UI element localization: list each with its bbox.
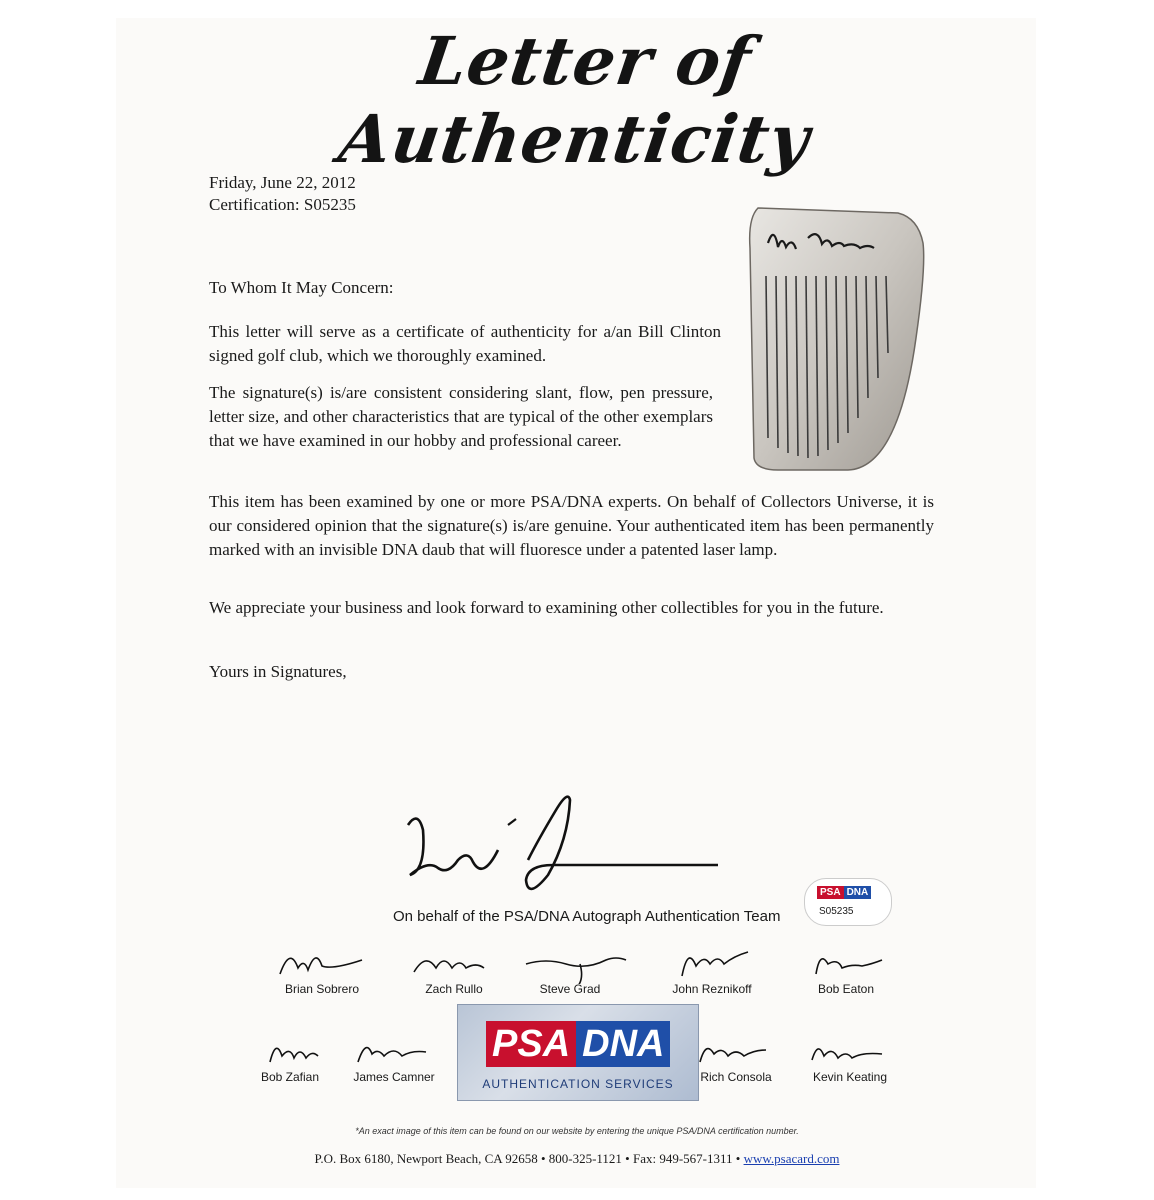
authenticator-name: Zach Rullo bbox=[425, 982, 483, 996]
paragraph-2: The signature(s) is/are consistent considering slant, flow, pen pressure, letter size, and other characteristics that are typical of the other exemplars that we have examined in our hobby and professional career. bbox=[209, 383, 713, 450]
sticker-psa-text: PSA bbox=[817, 886, 844, 899]
authenticator-signature bbox=[272, 944, 372, 984]
authenticator-signature bbox=[796, 944, 896, 984]
main-signature bbox=[388, 780, 728, 920]
psa-dna-sticker bbox=[804, 878, 892, 926]
authenticator-3 bbox=[510, 944, 630, 1004]
footer-address bbox=[0, 1151, 1154, 1167]
paragraph-4: We appreciate your business and look forward to examining other collectibles for you in the future. bbox=[209, 598, 884, 617]
team-line: On behalf of the PSA/DNA Autograph Authentication Team bbox=[393, 908, 781, 925]
authenticator-9 bbox=[790, 1032, 910, 1092]
badge-logo bbox=[486, 1021, 670, 1067]
badge-psa-text: PSA bbox=[486, 1021, 576, 1067]
sticker-number: S05235 bbox=[819, 906, 854, 917]
footer-contact: P.O. Box 6180, Newport Beach, CA 92658 • 800-325-1121 • Fax: 949-567-1311 • bbox=[314, 1151, 744, 1166]
footnote: *An exact image of this item can be found on our website by entering the unique PSA/DNA certification number. bbox=[355, 1126, 799, 1136]
paragraph-3: This item has been examined by one or more PSA/DNA experts. On behalf of Collectors Universe, it is our considered opinion that the signature(s) is/are genuine. Your authenticated item has been permanently marked with an invisible DNA daub that will fluoresce under a patented laser lamp. bbox=[209, 492, 934, 559]
authenticator-1 bbox=[262, 944, 382, 1004]
authenticator-4 bbox=[652, 944, 772, 1004]
sticker-logo bbox=[817, 886, 871, 899]
letter-date: Friday, June 22, 2012 bbox=[209, 173, 356, 192]
badge-subtitle: AUTHENTICATION SERVICES bbox=[482, 1077, 674, 1091]
authenticator-name: Brian Sobrero bbox=[284, 982, 360, 996]
authenticator-signature bbox=[240, 1032, 340, 1072]
authenticator-2 bbox=[394, 944, 514, 1004]
authenticator-name: Kevin Keating bbox=[812, 1070, 888, 1084]
authenticator-name: Bob Zafian bbox=[260, 1070, 320, 1084]
authenticator-6 bbox=[230, 1032, 350, 1092]
letter-meta bbox=[209, 172, 356, 216]
authenticator-name: John Reznikoff bbox=[672, 982, 752, 996]
authenticator-7 bbox=[334, 1032, 454, 1092]
paragraph-1: This letter will serve as a certificate of authenticity for a/an Bill Clinton signed golf club, which we thoroughly examined. bbox=[209, 322, 721, 365]
authenticator-signature bbox=[404, 944, 504, 984]
authenticator-name: Bob Eaton bbox=[817, 982, 875, 996]
authenticator-name: Rich Consola bbox=[700, 1070, 772, 1084]
golf-club-photo bbox=[728, 188, 928, 478]
badge-dna-text: DNA bbox=[576, 1021, 670, 1067]
authenticator-signature bbox=[520, 944, 630, 984]
authenticator-signature bbox=[344, 1032, 444, 1072]
authenticator-name: Steve Grad bbox=[539, 982, 601, 996]
sticker-dna-text: DNA bbox=[844, 886, 872, 899]
certification-number: Certification: S05235 bbox=[209, 195, 356, 214]
authenticator-name: James Camner bbox=[353, 1070, 435, 1084]
authenticator-signature bbox=[686, 1032, 786, 1072]
letter-title: Letter of Authenticity bbox=[334, 22, 815, 178]
authenticator-signature bbox=[800, 1032, 900, 1072]
authenticator-5 bbox=[786, 944, 906, 1004]
closing: Yours in Signatures, bbox=[209, 662, 347, 681]
salutation: To Whom It May Concern: bbox=[209, 278, 394, 297]
website-link[interactable]: www.psacard.com bbox=[743, 1151, 840, 1166]
authenticator-signature bbox=[662, 944, 772, 984]
authentication-badge bbox=[457, 1004, 699, 1101]
